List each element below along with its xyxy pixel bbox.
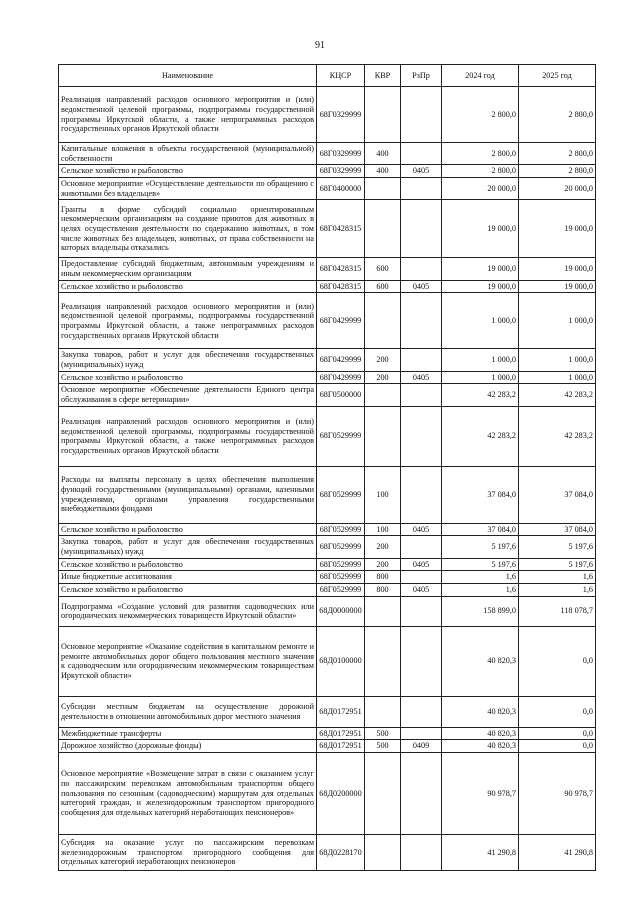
cell-2025: 1,6 [519,571,596,584]
cell-kvr: 400 [365,143,401,165]
cell-2024: 20 000,0 [442,178,519,200]
cell-kvr [365,384,401,406]
cell-name: Сельское хозяйство и рыболовство [59,371,317,384]
table-row [59,536,596,558]
cell-kcsr: 68Г0428315 [317,258,365,280]
cell-name: Предоставление субсидий бюджетным, автономным учреждениям и иным некоммерческим организациям [59,258,317,280]
cell-rzpr: 0405 [401,165,442,178]
cell-rzpr [401,143,442,165]
cell-name: Сельское хозяйство и рыболовство [59,280,317,293]
cell-2025: 0,0 [519,626,596,696]
cell-rzpr [401,258,442,280]
cell-2024: 19 000,0 [442,200,519,258]
cell-2024: 41 290,8 [442,835,519,871]
cell-2025: 19 000,0 [519,200,596,258]
cell-kcsr: 68Д0172951 [317,727,365,740]
cell-2025: 118 078,7 [519,596,596,626]
cell-2024: 1 000,0 [442,371,519,384]
table-row [59,584,596,597]
cell-rzpr [401,466,442,523]
table-row [59,258,596,280]
cell-2025: 37 084,0 [519,523,596,536]
cell-kcsr: 68Г0429999 [317,371,365,384]
cell-kvr [365,87,401,143]
header-name: Наименование [59,65,317,87]
cell-2025: 41 290,8 [519,835,596,871]
cell-kvr [365,835,401,871]
header-rzpr: РзПр [401,65,442,87]
budget-table [58,64,596,871]
cell-2025: 1,6 [519,584,596,597]
cell-2025: 1 000,0 [519,293,596,349]
table-row [59,523,596,536]
cell-rzpr [401,384,442,406]
cell-name: Гранты в форме субсидий социально ориентированным некоммерческим организациям на создание приютов для животных в целях осуществления деятельности по содержанию животных, в том числе животных без владельцев, животных, от права собственности на которых владельцы отказались [59,200,317,258]
cell-kcsr: 68Д0228170 [317,835,365,871]
cell-2024: 1 000,0 [442,293,519,349]
cell-kvr: 400 [365,165,401,178]
table-row [59,558,596,571]
cell-2025: 19 000,0 [519,258,596,280]
cell-rzpr [401,87,442,143]
cell-rzpr: 0405 [401,558,442,571]
cell-rzpr [401,178,442,200]
table-row [59,753,596,835]
cell-name: Дорожное хозяйство (дорожные фонды) [59,740,317,753]
cell-kvr: 800 [365,584,401,597]
cell-kcsr: 68Г0529999 [317,536,365,558]
cell-2024: 5 197,6 [442,536,519,558]
cell-2024: 40 820,3 [442,740,519,753]
header-kvr: КВР [365,65,401,87]
cell-kvr [365,178,401,200]
cell-2024: 40 820,3 [442,626,519,696]
cell-name: Закупка товаров, работ и услуг для обеспечения государственных (муниципальных) нужд [59,536,317,558]
table-row [59,371,596,384]
cell-kvr [365,696,401,727]
cell-kvr: 200 [365,558,401,571]
cell-kcsr: 68Д0100000 [317,626,365,696]
table-row [59,466,596,523]
cell-rzpr: 0405 [401,280,442,293]
cell-rzpr [401,536,442,558]
cell-2024: 19 000,0 [442,258,519,280]
cell-name: Подпрограмма «Создание условий для развития садоводческих или огороднических некоммерческих товариществ Иркутской области» [59,596,317,626]
cell-2024: 37 084,0 [442,523,519,536]
cell-2024: 2 800,0 [442,87,519,143]
cell-name: Капитальные вложения в объекты государственной (муниципальной) собственности [59,143,317,165]
cell-kcsr: 68Г0429999 [317,349,365,371]
cell-2024: 1,6 [442,584,519,597]
table-row [59,740,596,753]
cell-kvr: 500 [365,740,401,753]
cell-rzpr [401,696,442,727]
cell-2024: 19 000,0 [442,280,519,293]
cell-2024: 158 899,0 [442,596,519,626]
table-row [59,696,596,727]
cell-kvr [365,753,401,835]
cell-2024: 37 084,0 [442,466,519,523]
cell-2025: 0,0 [519,696,596,727]
cell-2025: 90 978,7 [519,753,596,835]
header-2025: 2025 год [519,65,596,87]
table-row [59,293,596,349]
cell-name: Основное мероприятие «Обеспечение деятельности Единого центра обслуживания в сфере ветеринарии» [59,384,317,406]
cell-kcsr: 68Г0428315 [317,200,365,258]
cell-name: Сельское хозяйство и рыболовство [59,584,317,597]
cell-2025: 0,0 [519,740,596,753]
cell-kcsr: 68Д0172951 [317,696,365,727]
cell-name: Межбюджетные трансферты [59,727,317,740]
cell-kcsr: 68Г0500000 [317,384,365,406]
cell-rzpr: 0405 [401,523,442,536]
cell-2025: 37 084,0 [519,466,596,523]
cell-rzpr [401,626,442,696]
cell-rzpr: 0409 [401,740,442,753]
table-row [59,571,596,584]
cell-kcsr: 68Д0200000 [317,753,365,835]
cell-2025: 2 800,0 [519,165,596,178]
cell-2024: 42 283,2 [442,384,519,406]
cell-kvr [365,406,401,466]
cell-name: Реализация направлений расходов основного мероприятия и (или) ведомственной целевой программы, подпрограммы государственной программы Иркутской области, а также непрограммных расходов государственных органов Иркутской области [59,87,317,143]
cell-kcsr: 68Д0172951 [317,740,365,753]
cell-kcsr: 68Г0400000 [317,178,365,200]
cell-kcsr: 68Г0329999 [317,87,365,143]
cell-rzpr [401,727,442,740]
cell-kvr: 200 [365,349,401,371]
cell-2024: 1 000,0 [442,349,519,371]
cell-kvr: 600 [365,258,401,280]
cell-2025: 42 283,2 [519,406,596,466]
table-row [59,384,596,406]
cell-2025: 0,0 [519,727,596,740]
cell-kcsr: 68Г0529999 [317,466,365,523]
cell-name: Субсидия на оказание услуг по пассажирским перевозкам железнодорожным транспортом пригородного сообщения для отдельных категорий неработающих пенсионеров [59,835,317,871]
cell-2024: 5 197,6 [442,558,519,571]
cell-2025: 2 800,0 [519,143,596,165]
cell-kvr: 800 [365,571,401,584]
cell-name: Реализация направлений расходов основного мероприятия и (или) ведомственной целевой программы, подпрограммы государственной программы Иркутской области, а также непрограммных расходов государственных органов Иркутской области [59,406,317,466]
cell-kcsr: 68Г0529999 [317,558,365,571]
header-kcsr: КЦСР [317,65,365,87]
cell-2024: 42 283,2 [442,406,519,466]
page-number: 91 [315,40,325,51]
cell-rzpr [401,200,442,258]
cell-name: Закупка товаров, работ и услуг для обеспечения государственных (муниципальных) нужд [59,349,317,371]
cell-2024: 2 800,0 [442,165,519,178]
cell-2024: 2 800,0 [442,143,519,165]
table-row [59,349,596,371]
cell-name: Реализация направлений расходов основного мероприятия и (или) ведомственной целевой программы, подпрограммы государственной программы Иркутской области, а также непрограммных расходов государственных органов Иркутской области [59,293,317,349]
cell-rzpr: 0405 [401,584,442,597]
cell-kcsr: 68Г0529999 [317,523,365,536]
cell-kcsr: 68Д0000000 [317,596,365,626]
cell-kvr [365,626,401,696]
header-2024: 2024 год [442,65,519,87]
cell-name: Сельское хозяйство и рыболовство [59,165,317,178]
cell-2025: 42 283,2 [519,384,596,406]
cell-rzpr [401,406,442,466]
table-header [59,65,596,87]
table-body [59,87,596,871]
cell-2025: 1 000,0 [519,371,596,384]
cell-kcsr: 68Г0429999 [317,293,365,349]
cell-2024: 1,6 [442,571,519,584]
cell-kvr: 100 [365,466,401,523]
cell-kcsr: 68Г0428315 [317,280,365,293]
cell-name: Основное мероприятие «Осуществление деятельности по обращению с животными без владельцев» [59,178,317,200]
cell-name: Субсидии местным бюджетам на осуществление дорожной деятельности в отношении автомобильных дорог местного значения [59,696,317,727]
cell-rzpr [401,571,442,584]
cell-rzpr: 0405 [401,371,442,384]
cell-2025: 5 197,6 [519,558,596,571]
table-row [59,727,596,740]
cell-kcsr: 68Г0529999 [317,571,365,584]
cell-kvr [365,293,401,349]
cell-name: Иные бюджетные ассигнования [59,571,317,584]
cell-name: Основное мероприятие «Возмещение затрат в связи с оказанием услуг по пассажирским перевозкам автомобильным транспортом общего пользования по сезонным (садоводческим) маршрутам для отдельных категорий граждан, и железнодорожным транспортом пригородного сообщения для отдельных категорий неработающих пенсионеров» [59,753,317,835]
cell-2025: 5 197,6 [519,536,596,558]
cell-rzpr [401,349,442,371]
cell-2025: 19 000,0 [519,280,596,293]
table-row [59,626,596,696]
cell-name: Сельское хозяйство и рыболовство [59,558,317,571]
cell-2025: 20 000,0 [519,178,596,200]
table-row [59,200,596,258]
cell-rzpr [401,835,442,871]
cell-kvr [365,596,401,626]
cell-kcsr: 68Г0529999 [317,406,365,466]
table-row [59,143,596,165]
cell-kvr: 200 [365,371,401,384]
cell-2025: 2 800,0 [519,87,596,143]
cell-kvr: 500 [365,727,401,740]
table-row [59,165,596,178]
cell-2025: 1 000,0 [519,349,596,371]
cell-name: Сельское хозяйство и рыболовство [59,523,317,536]
table-row [59,835,596,871]
table-row [59,178,596,200]
cell-2024: 40 820,3 [442,727,519,740]
table-row [59,596,596,626]
cell-rzpr [401,596,442,626]
table-row [59,87,596,143]
cell-kcsr: 68Г0329999 [317,143,365,165]
cell-kvr [365,200,401,258]
cell-name: Расходы на выплаты персоналу в целях обеспечения выполнения функций государственными (муниципальными) органами, казенными учреждениями, органами управления государственными внебюджетными фондами [59,466,317,523]
cell-kcsr: 68Г0329999 [317,165,365,178]
cell-kcsr: 68Г0529999 [317,584,365,597]
cell-kvr: 200 [365,536,401,558]
table-row [59,280,596,293]
table-row [59,406,596,466]
cell-2024: 40 820,3 [442,696,519,727]
cell-2024: 90 978,7 [442,753,519,835]
cell-kvr: 100 [365,523,401,536]
cell-rzpr [401,753,442,835]
cell-name: Основное мероприятие «Оказание содействия в капитальном ремонте и ремонте автомобильных дорог общего пользования местного значения к садоводческим или огородническим некоммерческим товариществам Иркутской области» [59,626,317,696]
cell-rzpr [401,293,442,349]
cell-kvr: 600 [365,280,401,293]
